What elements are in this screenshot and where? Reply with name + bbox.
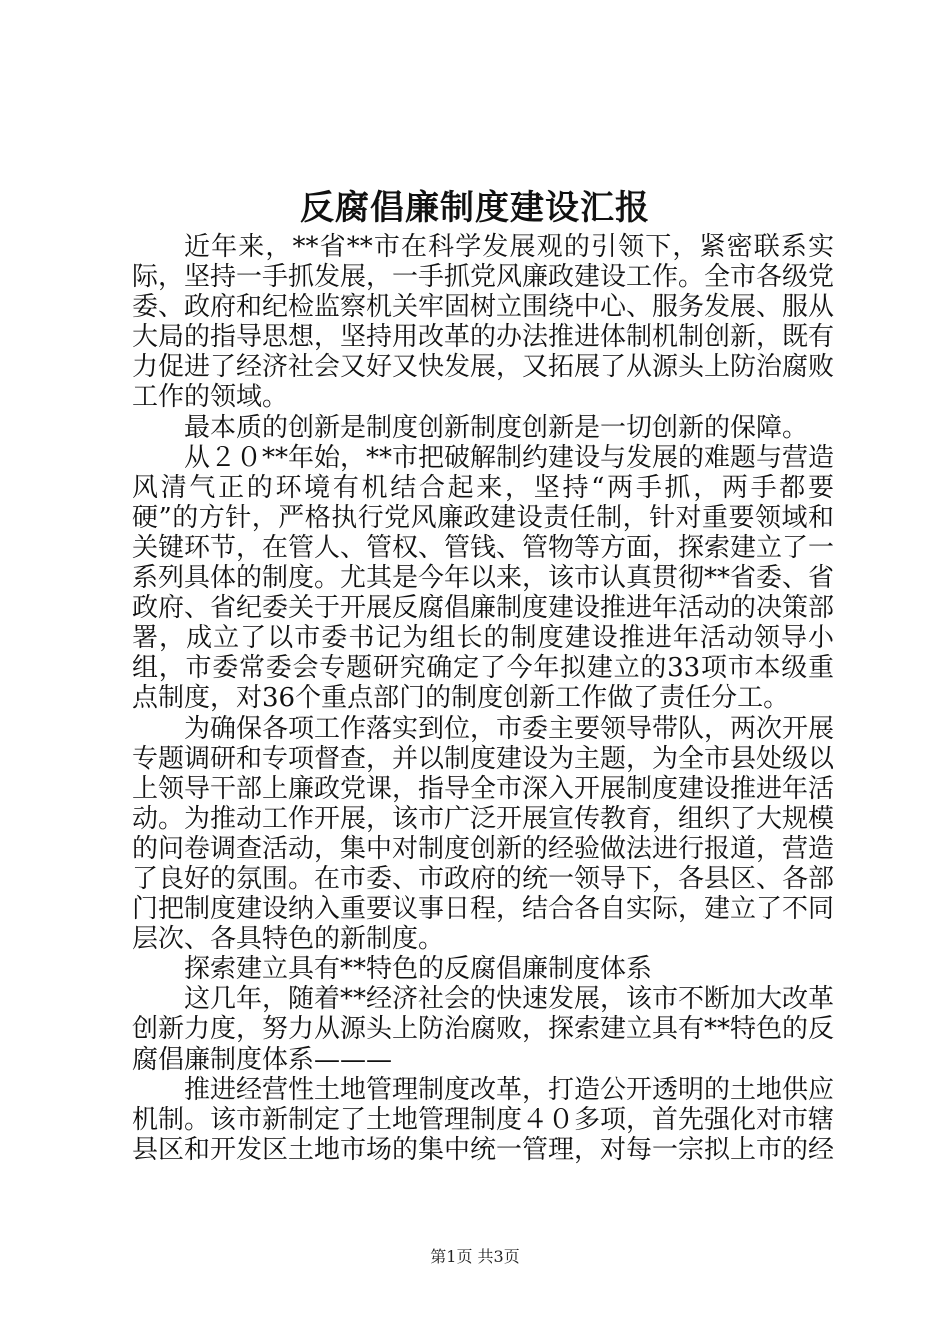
- page-number-footer: 第1页 共3页: [430, 1247, 520, 1266]
- paragraph-land-reform: 推进经营性土地管理制度改革，打造公开透明的土地供应机制。该市新制定了土地管理制度４０多项，首先强化对市辖县区和开发区土地市场的集中统一管理，对每一宗拟上市的经: [132, 1074, 835, 1165]
- paragraph-intro: 近年来，**省**市在科学发展观的引领下，紧密联系实际，坚持一手抓发展，一手抓党风廉政建设工作。全市各级党委、政府和纪检监察机关牢固树立围绕中心、服务发展、服从大局的指导思想，坚持用改革的办法推进体制机制创新，既有力促进了经济社会又好又快发展，又拓展了从源头上防治腐败工作的领域。: [132, 232, 835, 413]
- document-title: 反腐倡廉制度建设汇报: [300, 188, 650, 228]
- document-body: [132, 232, 834, 1165]
- paragraph-system: 这几年，随着**经济社会的快速发展，该市不断加大改革创新力度，努力从源头上防治腐败，探索建立具有**特色的反腐倡廉制度体系———: [132, 984, 835, 1075]
- paragraph-history: 从２０**年始，**市把破解制约建设与发展的难题与营造风清气正的环境有机结合起来，坚持“两手抓，两手都要硬”的方针，严格执行党风廉政建设责任制，针对重要领域和关键环节，在管人、管权、管钱、管物等方面，探索建立了一系列具体的制度。尤其是今年以来，该市认真贯彻**省委、省政府、省纪委关于开展反腐倡廉制度建设推进年活动的决策部署，成立了以市委书记为组长的制度建设推进年活动领导小组，市委常委会专题研究确定了今年拟建立的33项市本级重点制度，对36个重点部门的制度创新工作做了责任分工。: [132, 442, 835, 714]
- paragraph-innovation: 最本质的创新是制度创新制度创新是一切创新的保障。: [184, 412, 809, 443]
- paragraph-implementation: 为确保各项工作落实到位，市委主要领导带队，两次开展专题调研和专项督查，并以制度建设为主题，为全市县处级以上领导干部上廉政党课，指导全市深入开展制度建设推进年活动。为推动工作开展，该市广泛开展宣传教育，组织了大规模的问卷调查活动，集中对制度创新的经验做法进行报道，营造了良好的氛围。在市委、市政府的统一领导下，各县区、各部门把制度建设纳入重要议事日程，结合各自实际，建立了不同层次、各具特色的新制度。: [132, 713, 835, 955]
- section-heading: 探索建立具有**特色的反腐倡廉制度体系: [184, 954, 653, 985]
